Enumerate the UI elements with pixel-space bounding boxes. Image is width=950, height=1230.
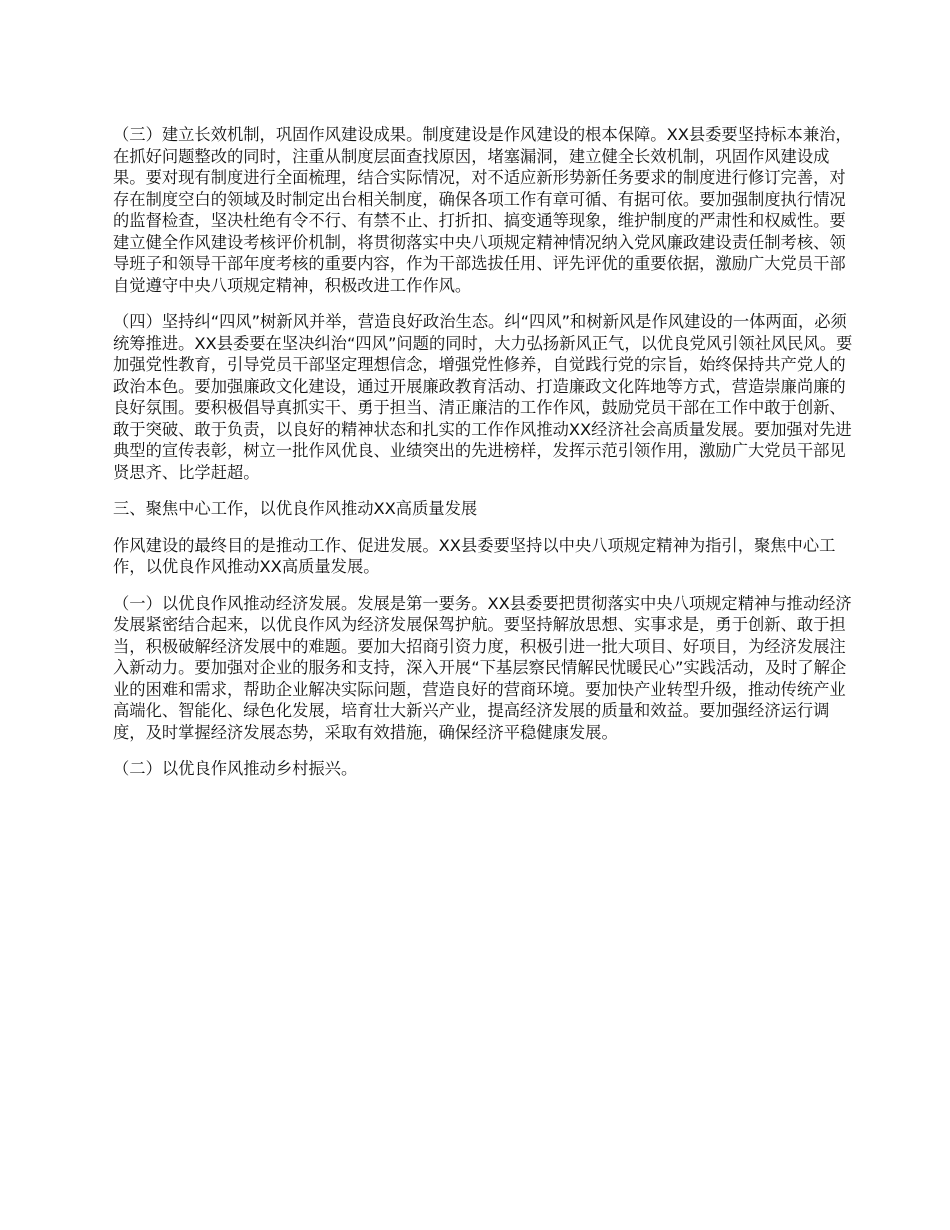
paragraph-section-intro: 作风建设的最终目的是推动工作、促进发展。XX县委要坚持以中央八项规定精神为指引，聚焦中心工作，以优良作风推动XX高质量发展。 — [113, 535, 836, 576]
paragraph-rural-revitalization: （二）以优良作风推动乡村振兴。 — [113, 759, 358, 778]
paragraph-correct-four-winds: （四）坚持纠“四风”树新风并举，营造良好政治生态。纠“四风”和树新风是作风建设的一体两面，必须统筹推进。XX县委要在坚决纠治“四风”问题的同时，大力弘扬新风正气，以优良党风引领社风民风。要加强党性教育，引导党员干部坚定理想信念，增强党性修养，自觉践行党的宗旨，始终保持共产党人的政治本色。要加强廉政文化建设，通过开展廉政教育活动、打造廉政文化阵地等方式，营造崇廉尚廉的良好氛围。要积极倡导真抓实干、勇于担当、清正廉洁的工作作风，鼓励党员干部在工作中敢于创新、敢于突破、敢于负责，以良好的精神状态和扎实的工作作风推动XX经济社会高质量发展。要加强对先进典型的宣传表彰，树立一批作风优良、业绩突出的先进榜样，发挥示范引领作用，激励广大党员干部见贤思齐、比学赶超。 — [113, 312, 853, 482]
section-heading-focus-central-work: 三、聚焦中心工作，以优良作风推动XX高质量发展 — [113, 499, 478, 518]
paragraph-establish-long-term-mechanism: （三）建立长效机制，巩固作风建设成果。制度建设是作风建设的根本保障。XX县委要坚持标本兼治，在抓好问题整改的同时，注重从制度层面查找原因，堵塞漏洞，建立健全长效机制，巩固作风建设成果。要对现有制度进行全面梳理，结合实际情况，对不适应新形势新任务要求的制度进行修订完善，对存在制度空白的领域及时制定出台相关制度，确保各项工作有章可循、有据可依。要加强制度执行情况的监督检查，坚决杜绝有令不行、有禁不止、打折扣、搞变通等现象，维护制度的严肃性和权威性。要建立健全作风建设考核评价机制，将贯彻落实中央八项规定精神情况纳入党风廉政建设责任制考核、领导班子和领导干部年度考核的重要内容，作为干部选拔任用、评先评优的重要依据，激励广大党员干部自觉遵守中央八项规定精神，积极改进工作作风。 — [113, 125, 852, 295]
paragraph-economic-development: （一）以优良作风推动经济发展。发展是第一要务。XX县委要把贯彻落实中央八项规定精神与推动经济发展紧密结合起来，以优良作风为经济发展保驾护航。要坚持解放思想、实事求是，勇于创新、敢于担当，积极破解经济发展中的难题。要加大招商引资力度，积极引进一批大项目、好项目，为经济发展注入新动力。要加强对企业的服务和支持，深入开展“下基层察民情解民忧暖民心”实践活动，及时了解企业的困难和需求，帮助企业解决实际问题，营造良好的营商环境。要加快产业转型升级，推动传统产业高端化、智能化、绿色化发展，培育壮大新兴产业，提高经济发展的质量和效益。要加强经济运行调度，及时掌握经济发展态势，采取有效措施，确保经济平稳健康发展。 — [113, 593, 852, 742]
document-body — [113, 124, 858, 780]
